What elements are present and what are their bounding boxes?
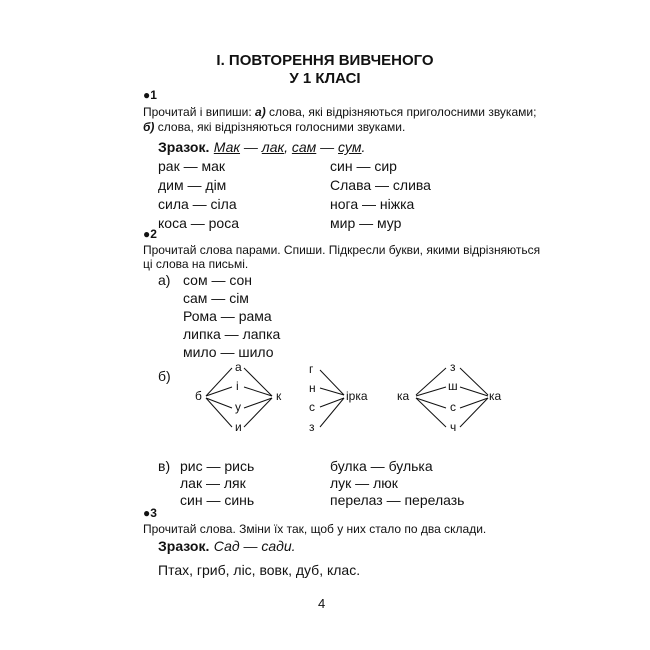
fan2-left-letter: н (309, 381, 316, 395)
ex2-c-word-pair: рис — рись (180, 458, 255, 474)
ex2-c-word-pair: перелаз — перелазь (330, 492, 465, 508)
fan1-right-letter: к (276, 389, 282, 403)
fan1-middle-letter: у (235, 400, 241, 414)
fan1-left-letter: б (195, 389, 202, 403)
fan2-left-letter: з (309, 420, 315, 434)
fan3-left-syllable: ка (397, 389, 410, 403)
fan2-left-letter: г (309, 362, 314, 376)
ex1-word-pair: сила — сіла (158, 196, 237, 212)
ex2-c-word-pair: лук — люк (330, 475, 398, 491)
page-number: 4 (318, 596, 326, 611)
ex1-word-pair: нога — ніжка (330, 196, 415, 212)
ex1-word-pair: дим — дім (158, 177, 227, 193)
fan3-middle-letter: ш (448, 379, 458, 393)
fan2-right-ending: ірка (346, 389, 368, 403)
ex1-word-pair: коса — роса (158, 215, 239, 231)
fan3-middle-letter: з (450, 360, 456, 374)
ex2-a-marker: а) (158, 272, 171, 288)
exercise-1-number: ●1 (143, 88, 157, 102)
ex1-word-pair: Слава — слива (330, 177, 431, 193)
ex2-a-word-pair: липка — лапка (183, 326, 281, 342)
ex1-word-pair: син — сир (330, 158, 397, 174)
exercise-2-instruction-line1: Прочитай слова парами. Спиши. Підкресли букви, якими відрізняються (143, 243, 541, 257)
fan1-middle-letter: и (235, 420, 242, 434)
exercise-3-instruction: Прочитай слова. Зміни їх так, щоб у них стало по два склади. (143, 522, 487, 536)
exercise-2-number: ●2 (143, 227, 157, 241)
fan3-middle-letter: с (450, 400, 456, 414)
ex2-c-word-pair: лак — ляк (180, 475, 246, 491)
fan3-right-syllable: ка (489, 389, 502, 403)
exercise-1-instruction-line1: Прочитай і випиши: а) слова, які відрізняються приголосними звуками; (143, 105, 537, 119)
fan2-left-letter: с (309, 400, 315, 414)
ex1-word-pair: рак — мак (158, 158, 226, 174)
exercise-2-instruction-line2: ці слова на письмі. (143, 257, 249, 271)
exercise-1-instruction-line2: б) слова, які відрізняються голосними звуками. (143, 120, 406, 134)
exercise-3-number: ●3 (143, 506, 157, 520)
section-title-line1: І. ПОВТОРЕННЯ ВИВЧЕНОГО (216, 52, 434, 69)
ex2-a-word-pair: сом — сон (183, 272, 253, 288)
exercise-3-words: Птах, гриб, ліс, вовк, дуб, клас. (158, 562, 361, 578)
fan1-middle-letter: а (235, 360, 242, 374)
ex2-c-word-pair: булка — булька (330, 458, 433, 474)
ex2-a-word-pair: мило — шило (183, 344, 274, 360)
ex2-c-marker: в) (158, 458, 171, 474)
fan1-middle-letter: і (236, 379, 239, 393)
exercise-1-sample: Зразок. Мак — лак, сам — сум. (158, 139, 366, 155)
ex2-c-word-pair: син — синь (180, 492, 255, 508)
ex2-a-word-pair: Рома — рама (183, 308, 272, 324)
ex2-a-word-pair: сам — сім (183, 290, 249, 306)
ex2-b-marker: б) (158, 368, 171, 384)
fan3-middle-letter: ч (450, 420, 457, 434)
ex1-word-pair: мир — мур (330, 215, 402, 231)
exercise-3-sample: Зразок. Сад — сади. (158, 538, 296, 554)
section-title-line2: У 1 КЛАСІ (289, 70, 361, 87)
